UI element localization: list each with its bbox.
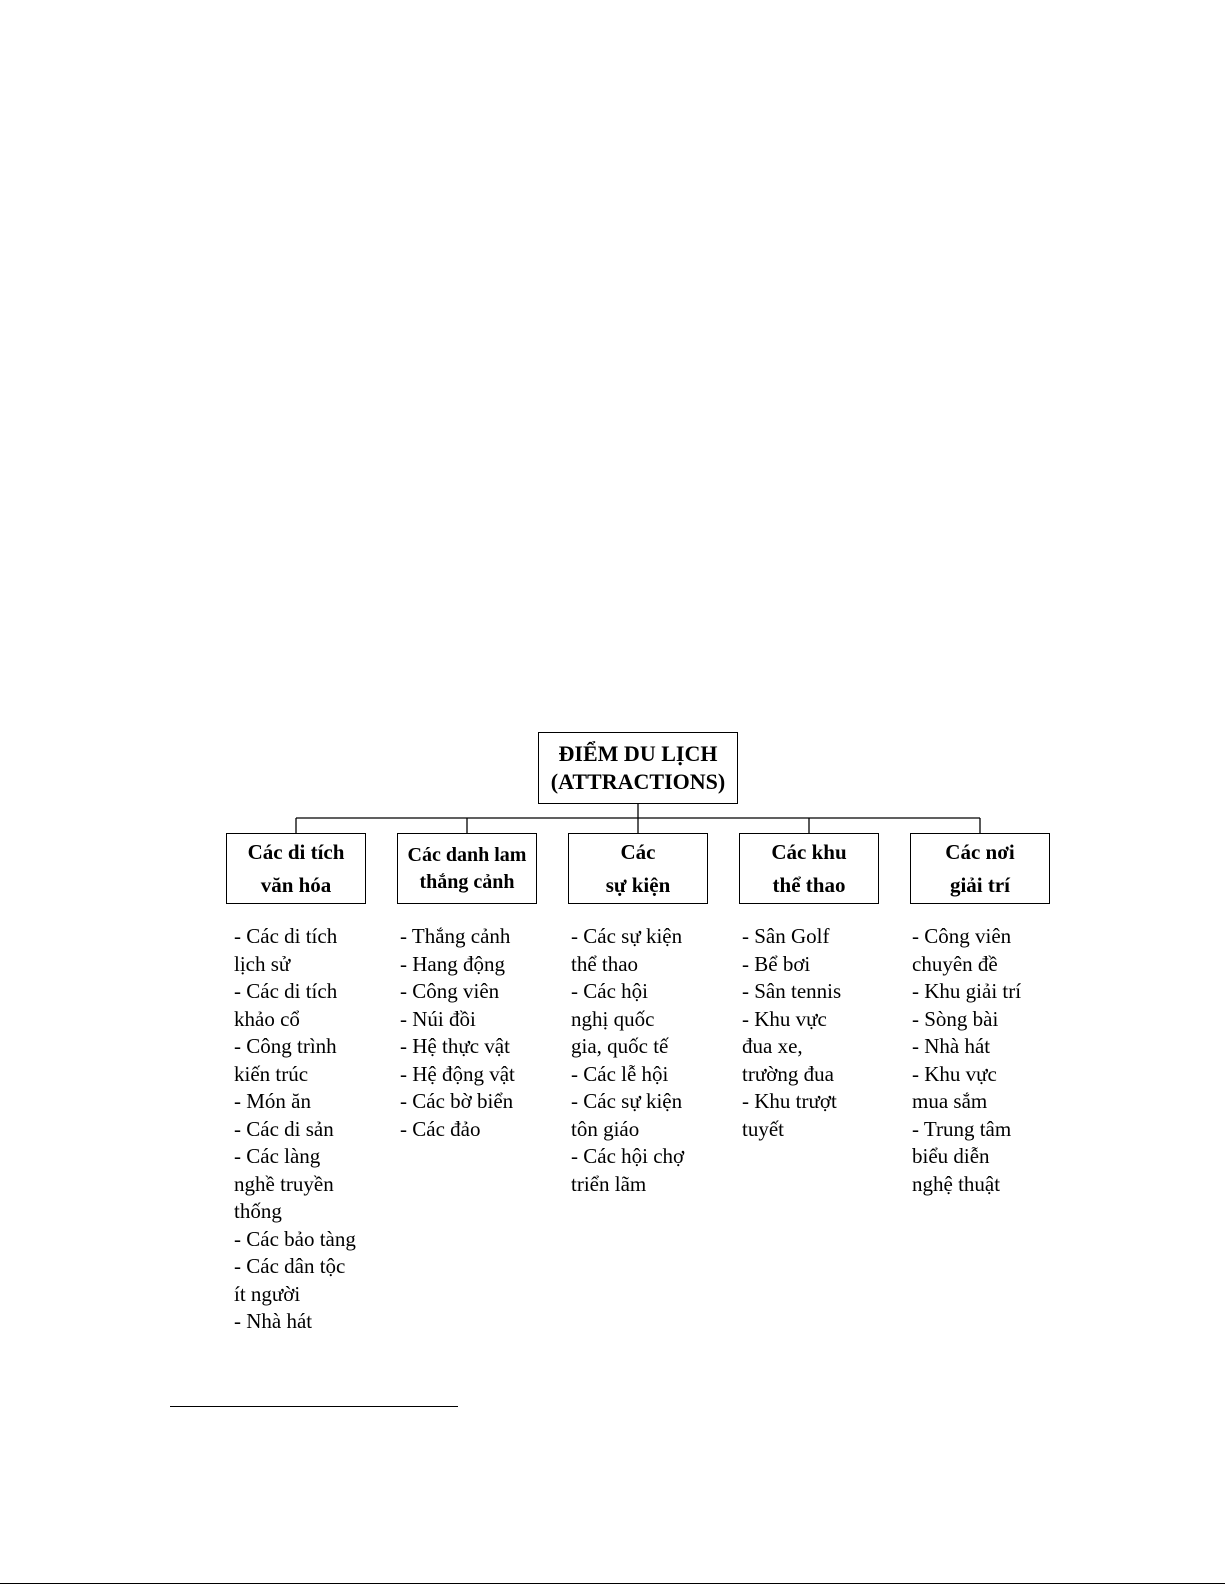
list-item: kiến trúc xyxy=(234,1061,309,1086)
category-box-sports-areas xyxy=(739,833,879,904)
list-item: - Các hội xyxy=(571,979,648,1003)
category-label-line1: Các xyxy=(620,839,656,864)
list-item: - Các đảo xyxy=(400,1116,481,1141)
list-item: - Hệ thực vật xyxy=(400,1034,510,1058)
category-label-line1: Các di tích xyxy=(247,839,345,864)
list-item: - Công trình xyxy=(234,1034,337,1058)
list-item: đua xe, xyxy=(742,1034,803,1058)
list-item: biểu diễn xyxy=(912,1144,990,1168)
item-list-entertainment xyxy=(912,923,1021,1198)
category-label-line1: Các danh lam xyxy=(407,843,527,866)
category-box-cultural-relics xyxy=(226,833,366,904)
list-item: chuyên đề xyxy=(912,951,998,976)
item-list-cultural-relics xyxy=(234,923,356,1336)
list-item: - Thắng cảnh xyxy=(400,924,511,948)
list-item: thể thao xyxy=(571,951,639,976)
list-item: - Sân Golf xyxy=(742,924,830,948)
list-item: - Nhà hát xyxy=(912,1034,991,1058)
list-item: - Các hội chợ xyxy=(571,1144,685,1168)
category-box-scenic-spots xyxy=(397,833,537,904)
list-item: lịch sử xyxy=(234,951,291,976)
footnote-separator-line xyxy=(170,1406,458,1407)
list-item: - Khu giải trí xyxy=(912,979,1022,1003)
list-item: - Các di tích xyxy=(234,979,338,1003)
list-item: ít người xyxy=(234,1281,301,1306)
category-label-line2: giải trí xyxy=(949,872,1011,897)
list-item: - Công viên xyxy=(912,924,1012,948)
list-item: tôn giáo xyxy=(571,1116,640,1141)
page-bottom-line xyxy=(0,1583,1225,1584)
category-label-line2: thắng cảnh xyxy=(419,870,515,893)
category-label-line2: thể thao xyxy=(772,872,846,897)
list-item: - Các bảo tàng xyxy=(234,1226,356,1251)
list-item: - Món ăn xyxy=(234,1089,311,1113)
list-item: - Các bờ biển xyxy=(400,1089,514,1113)
list-item: - Trung tâm xyxy=(912,1116,1012,1141)
list-item: - Các sự kiện xyxy=(571,1089,683,1113)
category-box-events xyxy=(568,833,708,904)
list-item: mua sắm xyxy=(912,1089,988,1113)
list-item: - Khu vực xyxy=(912,1061,997,1086)
list-item: - Các làng xyxy=(234,1144,321,1168)
item-list-sports-areas xyxy=(742,923,841,1143)
list-item: - Khu vực xyxy=(742,1006,827,1031)
category-label-line2: văn hóa xyxy=(260,872,332,897)
list-item: - Các di sản xyxy=(234,1116,334,1141)
item-list-scenic-spots xyxy=(400,923,515,1143)
category-label-line1: Các khu xyxy=(771,839,847,864)
list-item: tuyết xyxy=(742,1116,784,1141)
list-item: - Sân tennis xyxy=(742,979,842,1003)
list-item: - Sòng bài xyxy=(912,1006,999,1031)
list-item: - Nhà hát xyxy=(234,1309,313,1333)
list-item: khảo cổ xyxy=(234,1006,300,1031)
list-item: trường đua xyxy=(742,1061,834,1086)
list-item: - Hang động xyxy=(400,951,505,976)
list-item: - Các sự kiện xyxy=(571,924,683,948)
list-item: - Các di tích xyxy=(234,924,338,948)
list-item: thống xyxy=(234,1199,282,1223)
list-item: nghị quốc xyxy=(571,1006,655,1031)
list-item: gia, quốc tế xyxy=(571,1034,669,1058)
root-node-box xyxy=(538,732,738,804)
category-label-line1: Các nơi xyxy=(945,839,1015,864)
category-label-line2: sự kiện xyxy=(605,872,671,897)
list-item: - Hệ động vật xyxy=(400,1061,515,1086)
list-item: - Khu trượt xyxy=(742,1089,837,1113)
root-node-subtitle: (ATTRACTIONS) xyxy=(550,769,726,794)
list-item: triển lãm xyxy=(571,1171,647,1196)
item-list-events xyxy=(571,923,684,1198)
category-box-entertainment xyxy=(910,833,1050,904)
list-item: - Công viên xyxy=(400,979,500,1003)
root-node-title: ĐIỂM DU LỊCH xyxy=(558,741,718,766)
list-item: - Bể bơi xyxy=(742,951,811,976)
list-item: - Núi đồi xyxy=(400,1006,476,1031)
list-item: - Các lễ hội xyxy=(571,1061,669,1086)
list-item: nghệ thuật xyxy=(912,1171,1001,1196)
list-item: nghề truyền xyxy=(234,1171,334,1196)
list-item: - Các dân tộc xyxy=(234,1254,346,1278)
